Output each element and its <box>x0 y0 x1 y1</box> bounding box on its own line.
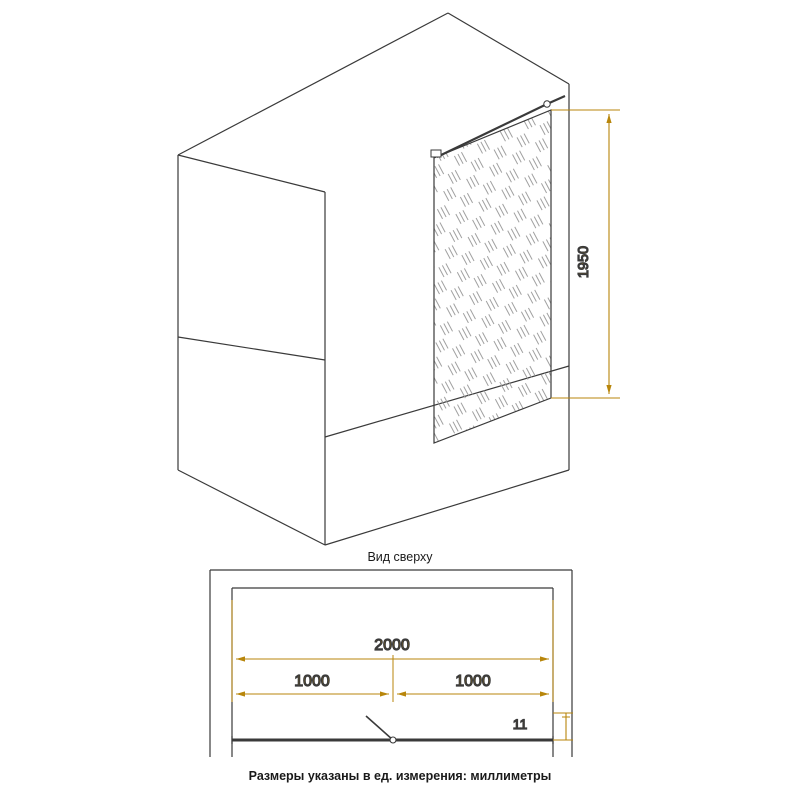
dimension-width-left-label: 1000 <box>294 673 330 690</box>
dimension-width-total-label: 2000 <box>374 637 410 654</box>
top-view <box>210 570 573 757</box>
dimension-thickness-label: 11 <box>512 716 528 732</box>
dimension-width-split <box>232 655 553 702</box>
dimension-width-right-label: 1000 <box>455 673 491 690</box>
glass-panel <box>434 110 551 443</box>
dimension-thickness <box>553 713 573 740</box>
units-note: Размеры указаны в ед. измерения: миллиметры <box>248 769 552 783</box>
perspective-view <box>178 13 620 545</box>
dimension-height-value: 1950 <box>576 245 592 279</box>
top-view-caption: Вид сверху <box>367 550 433 564</box>
